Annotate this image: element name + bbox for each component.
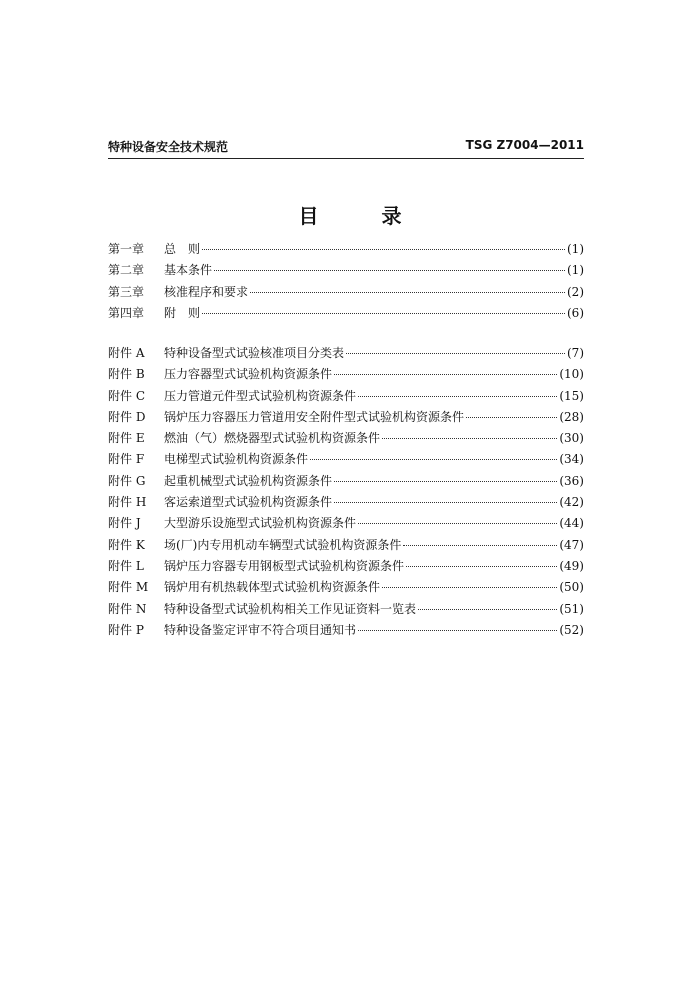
dot-leader bbox=[403, 544, 557, 546]
dot-leader bbox=[466, 416, 557, 418]
dot-leader bbox=[250, 291, 565, 293]
toc-entry-appendix-n[interactable] bbox=[108, 599, 584, 620]
toc-entry-title: 锅炉用有机热载体型式试验机构资源条件 bbox=[164, 580, 381, 595]
toc-entry-title: 大型游乐设施型式试验机构资源条件 bbox=[164, 516, 357, 531]
dot-leader bbox=[418, 608, 557, 610]
toc-entry-title: 电梯型式试验机构资源条件 bbox=[164, 452, 309, 467]
dot-leader bbox=[202, 312, 565, 314]
toc-entry-label: 附件 A bbox=[108, 346, 145, 360]
chapter-list bbox=[108, 239, 584, 325]
toc-entry-appendix-c[interactable] bbox=[108, 386, 584, 407]
toc-entry-title: 核准程序和要求 bbox=[164, 284, 249, 299]
toc-entry-label: 第一章 bbox=[108, 242, 145, 256]
dot-leader bbox=[382, 437, 557, 439]
appendix-list bbox=[108, 343, 584, 641]
toc-entry-page: (7) bbox=[567, 346, 584, 360]
toc-entry-page: (6) bbox=[567, 306, 584, 321]
toc-entry-title: 附 则 bbox=[164, 306, 201, 321]
toc-entry-label: 附件 P bbox=[108, 622, 144, 637]
toc-entry-appendix-f[interactable] bbox=[108, 449, 584, 470]
toc-entry-title: 总 则 bbox=[164, 242, 201, 256]
toc-entry-page: (50) bbox=[559, 580, 584, 595]
toc-entry-appendix-a[interactable] bbox=[108, 343, 584, 364]
dot-leader bbox=[358, 629, 557, 631]
toc-entry-appendix-d[interactable] bbox=[108, 407, 584, 428]
toc-entry-appendix-m[interactable] bbox=[108, 577, 584, 598]
toc-entry-title: 特种设备型式试验机构相关工作见证资料一览表 bbox=[164, 601, 417, 616]
toc-entry-page: (1) bbox=[567, 263, 584, 278]
toc-entry-label: 附件 K bbox=[108, 537, 145, 552]
header-standard-code: TSG Z7004—2011 bbox=[465, 138, 584, 152]
dot-leader bbox=[358, 395, 557, 397]
toc-entry-page: (44) bbox=[559, 516, 584, 531]
dot-leader bbox=[346, 352, 565, 354]
toc-entry-appendix-j[interactable] bbox=[108, 513, 584, 534]
toc-entry-page: (52) bbox=[559, 622, 584, 637]
toc-entry-label: 附件 E bbox=[108, 431, 145, 446]
toc-title: 目 录 bbox=[298, 204, 430, 228]
toc-entry-label: 第四章 bbox=[108, 306, 145, 321]
toc-entry-appendix-p[interactable] bbox=[108, 620, 584, 641]
dot-leader bbox=[406, 565, 557, 567]
dot-leader bbox=[382, 586, 557, 588]
toc-entry-page: (42) bbox=[559, 495, 584, 510]
toc-entry-label: 附件 H bbox=[108, 495, 147, 510]
toc-entry-page: (47) bbox=[559, 537, 584, 552]
toc-entry-label: 附件 B bbox=[108, 367, 145, 382]
dot-leader bbox=[202, 248, 565, 250]
dot-leader bbox=[334, 373, 557, 375]
toc-entry-page: (51) bbox=[559, 601, 584, 616]
dot-leader bbox=[214, 269, 565, 271]
toc-entry-appendix-b[interactable] bbox=[108, 364, 584, 385]
toc-entry-chapter-4[interactable] bbox=[108, 303, 584, 324]
toc-entry-title: 特种设备鉴定评审不符合项目通知书 bbox=[164, 622, 357, 637]
toc-entry-page: (1) bbox=[567, 242, 584, 256]
toc-entry-page: (34) bbox=[559, 452, 584, 467]
toc-entry-appendix-e[interactable] bbox=[108, 428, 584, 449]
toc-entry-appendix-l[interactable] bbox=[108, 556, 584, 577]
toc-entry-label: 附件 N bbox=[108, 601, 147, 616]
toc-entry-page: (49) bbox=[559, 558, 584, 573]
dot-leader bbox=[310, 458, 557, 460]
toc-entry-label: 附件 D bbox=[108, 409, 146, 424]
toc-entry-title: 特种设备型式试验核准项目分类表 bbox=[164, 346, 345, 360]
toc-entry-title: 客运索道型式试验机构资源条件 bbox=[164, 495, 333, 510]
dot-leader bbox=[358, 522, 557, 524]
running-header bbox=[108, 138, 584, 159]
toc-entry-label: 附件 L bbox=[108, 558, 144, 573]
header-document-series: 特种设备安全技术规范 bbox=[108, 140, 229, 154]
toc-entry-chapter-2[interactable] bbox=[108, 260, 584, 281]
toc-entry-appendix-g[interactable] bbox=[108, 471, 584, 492]
toc-entry-page: (2) bbox=[567, 284, 584, 299]
toc-entry-page: (28) bbox=[559, 409, 584, 424]
toc-entry-title: 燃油（气）燃烧器型式试验机构资源条件 bbox=[164, 431, 381, 446]
toc-entry-label: 第二章 bbox=[108, 263, 145, 278]
toc-entry-title: 锅炉压力容器专用钢板型式试验机构资源条件 bbox=[164, 558, 405, 573]
toc-entry-chapter-3[interactable] bbox=[108, 282, 584, 303]
toc-entry-label: 附件 C bbox=[108, 388, 145, 403]
toc-entry-chapter-1[interactable] bbox=[108, 239, 584, 260]
toc-entry-title: 基本条件 bbox=[164, 263, 213, 278]
toc-entry-page: (15) bbox=[559, 388, 584, 403]
toc-entry-title: 压力管道元件型式试验机构资源条件 bbox=[164, 388, 357, 403]
dot-leader bbox=[334, 480, 557, 482]
toc-entry-label: 附件 F bbox=[108, 452, 145, 467]
toc-entry-title: 锅炉压力容器压力管道用安全附件型式试验机构资源条件 bbox=[164, 409, 465, 424]
toc-entry-page: (10) bbox=[559, 367, 584, 382]
toc-entry-label: 第三章 bbox=[108, 284, 145, 299]
toc-entry-title: 压力容器型式试验机构资源条件 bbox=[164, 367, 333, 382]
toc-entry-label: 附件 J bbox=[108, 516, 141, 531]
toc-entry-title: 场(厂)内专用机动车辆型式试验机构资源条件 bbox=[164, 537, 402, 552]
toc-entry-label: 附件 M bbox=[108, 580, 149, 595]
toc-entry-appendix-h[interactable] bbox=[108, 492, 584, 513]
toc-entry-label: 附件 G bbox=[108, 473, 146, 488]
toc-entry-page: (36) bbox=[559, 473, 584, 488]
toc-entry-page: (30) bbox=[559, 431, 584, 446]
toc-entry-title: 起重机械型式试验机构资源条件 bbox=[164, 473, 333, 488]
dot-leader bbox=[334, 501, 557, 503]
toc-entry-appendix-k[interactable] bbox=[108, 535, 584, 556]
